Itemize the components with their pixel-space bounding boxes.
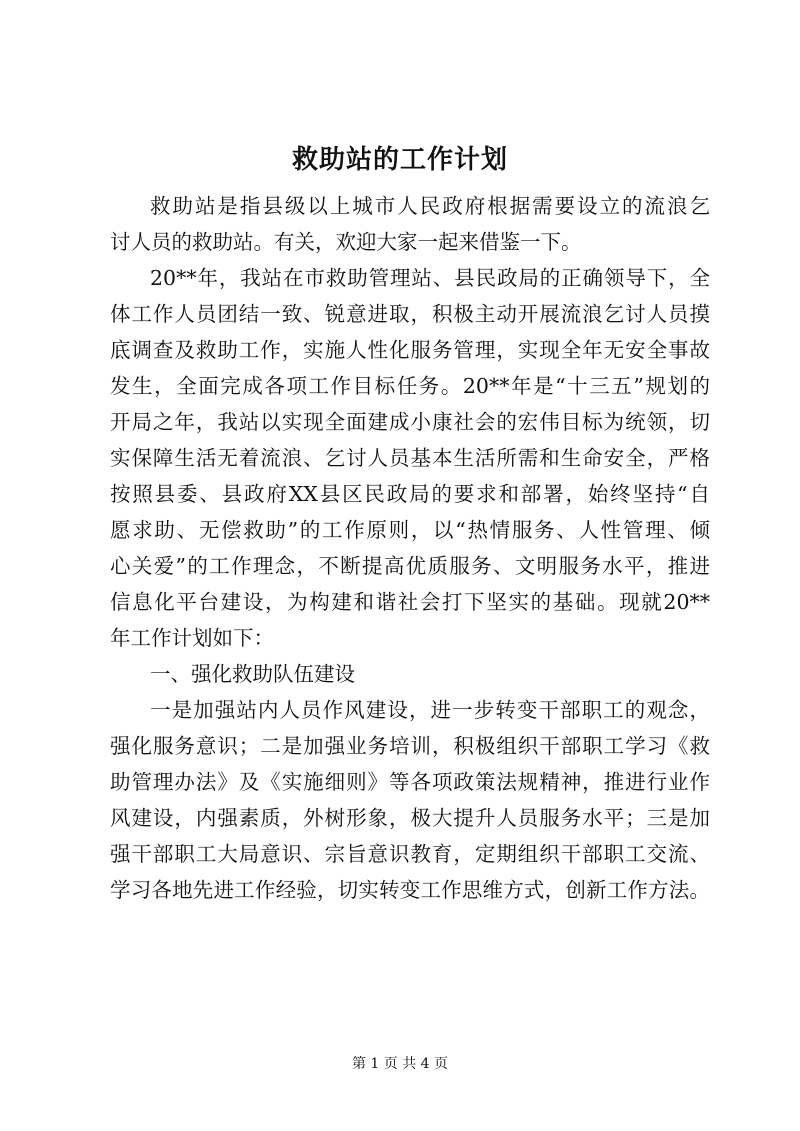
text-line: 按照县委、县政府XX县区民政局的要求和部署，始终坚持“自 xyxy=(110,482,710,506)
section-heading: 一、强化救助队伍建设 xyxy=(150,662,355,686)
text-line: 学习各地先进工作经验，切实转变工作思维方式，创新工作方法。 xyxy=(110,878,710,902)
text-line: 愿求助、无偿救助”的工作原则，以“热情服务、人性管理、倾 xyxy=(110,518,710,542)
document-body xyxy=(110,188,710,908)
text-line: 一是加强站内人员作风建设，进一步转变干部职工的观念， xyxy=(150,698,710,722)
text-line: 20**年，我站在市救助管理站、县民政局的正确领导下，全 xyxy=(150,266,710,290)
document-title: 救助站的工作计划 xyxy=(291,145,508,175)
text-line: 风建设，内强素质，外树形象，极大提升人员服务水平；三是加 xyxy=(110,806,710,830)
text-line: 实保障生活无着流浪、乞讨人员基本生活所需和生命安全，严格 xyxy=(110,446,710,470)
text-line: 年工作计划如下： xyxy=(110,626,274,650)
text-line: 发生，全面完成各项工作目标任务。20**年是“十三五”规划的 xyxy=(110,374,710,398)
text-line: 助管理办法》及《实施细则》等各项政策法规精神，推进行业作 xyxy=(110,770,710,794)
text-line: 心关爱”的工作理念，不断提高优质服务、文明服务水平，推进 xyxy=(110,554,710,578)
text-line: 体工作人员团结一致、锐意进取，积极主动开展流浪乞讨人员摸 xyxy=(110,302,710,326)
page-footer: 第 1 页 共 4 页 xyxy=(351,1056,449,1072)
text-line: 信息化平台建设，为构建和谐社会打下坚实的基础。现就20** xyxy=(110,590,710,614)
text-line: 开局之年，我站以实现全面建成小康社会的宏伟目标为统领，切 xyxy=(110,410,710,434)
text-line: 讨人员的救助站。有关，欢迎大家一起来借鉴一下。 xyxy=(110,230,582,254)
text-line: 底调查及救助工作，实施人性化服务管理，实现全年无安全事故 xyxy=(110,338,710,362)
text-line: 救助站是指县级以上城市人民政府根据需要设立的流浪乞 xyxy=(150,194,710,218)
text-line: 强干部职工大局意识、宗旨意识教育，定期组织干部职工交流、 xyxy=(110,842,710,866)
text-line: 强化服务意识；二是加强业务培训，积极组织干部职工学习《救 xyxy=(110,734,710,758)
